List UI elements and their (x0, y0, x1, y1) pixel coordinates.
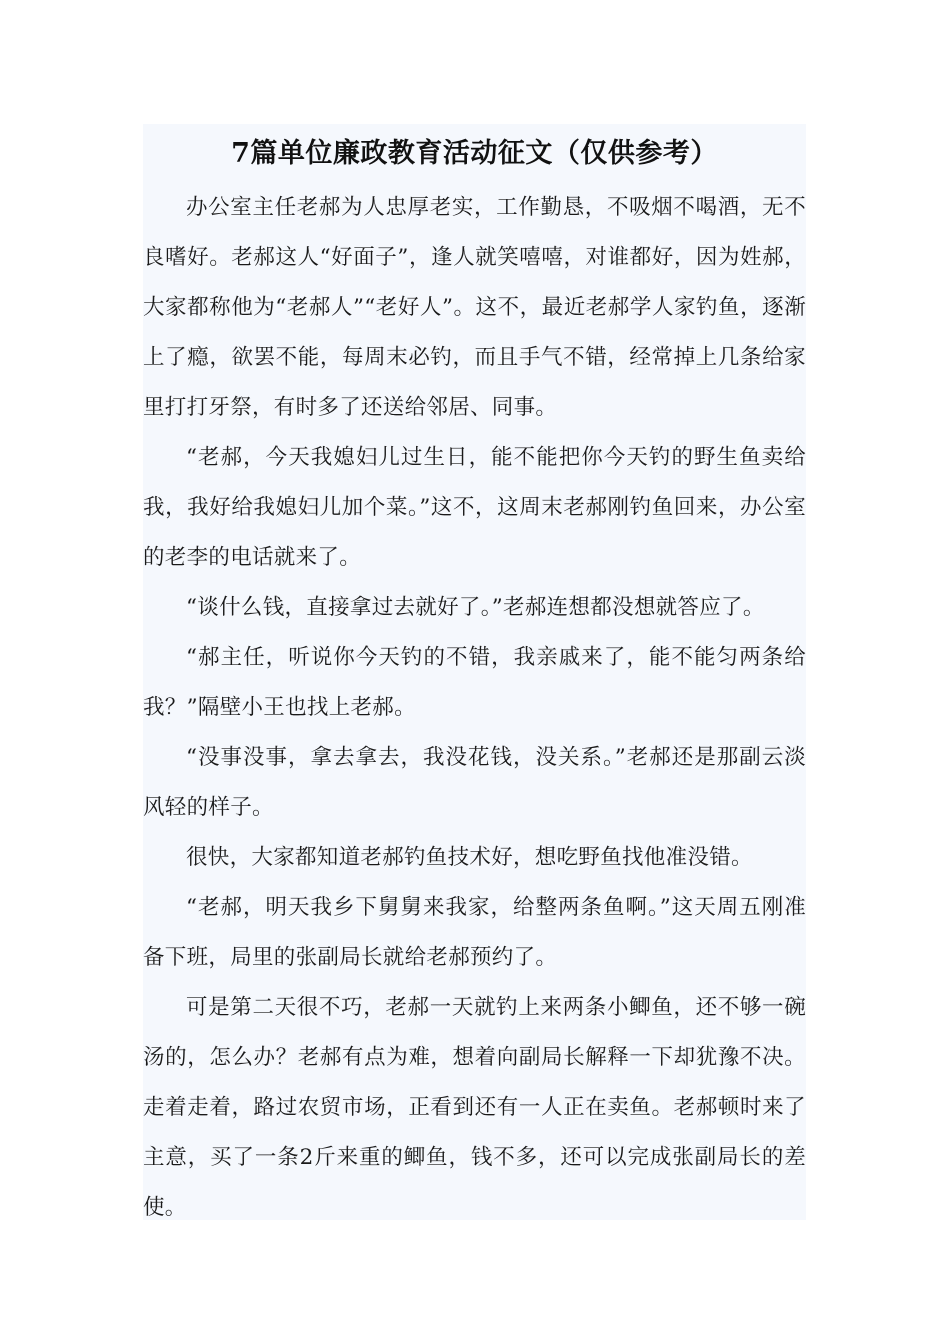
document-body (143, 183, 806, 1233)
paragraph: “老郝，明天我乡下舅舅来我家，给整两条鱼啊。”这天周五刚准备下班，局里的张副局长就给老郝预约了。 (143, 895, 806, 970)
paragraph: “郝主任，听说你今天钓的不错，我亲戚来了，能不能匀两条给我？”隔壁小王也找上老郝。 (143, 645, 806, 720)
paragraph: “没事没事，拿去拿去，我没花钱，没关系。”老郝还是那副云淡风轻的样子。 (143, 745, 806, 820)
document-content (143, 124, 806, 1220)
paragraph: “谈什么钱，直接拿过去就好了。”老郝连想都没想就答应了。 (186, 595, 765, 620)
paragraph: “老郝，今天我媳妇儿过生日，能不能把你今天钓的野生鱼卖给我，我好给我媳妇儿加个菜。”这不，这周末老郝刚钓鱼回来，办公室的老李的电话就来了。 (143, 445, 806, 570)
paragraph: 很快，大家都知道老郝钓鱼技术好，想吃野鱼找他准没错。 (186, 845, 753, 870)
document-title: 7篇单位廉政教育活动征文（仅供参考） (231, 138, 718, 169)
paragraph: 可是第二天很不巧，老郝一天就钓上来两条小鲫鱼，还不够一碗汤的，怎么办？老郝有点为难，想着向副局长解释一下却犹豫不决。走着走着，路过农贸市场，正看到还有一人正在卖鱼。老郝顿时来了主意，买了一条2斤来重的鲫鱼，钱不多，还可以完成张副局长的差使。 (143, 995, 806, 1220)
paragraph: 办公室主任老郝为人忠厚老实，工作勤恳，不吸烟不喝酒，无不良嗜好。老郝这人“好面子”，逢人就笑嘻嘻，对谁都好，因为姓郝，大家都称他为“老郝人”“老好人”。这不，最近老郝学人家钓鱼，逐渐上了瘾，欲罢不能，每周末必钓，而且手气不错，经常掉上几条给家里打打牙祭，有时多了还送给邻居、同事。 (143, 195, 806, 420)
